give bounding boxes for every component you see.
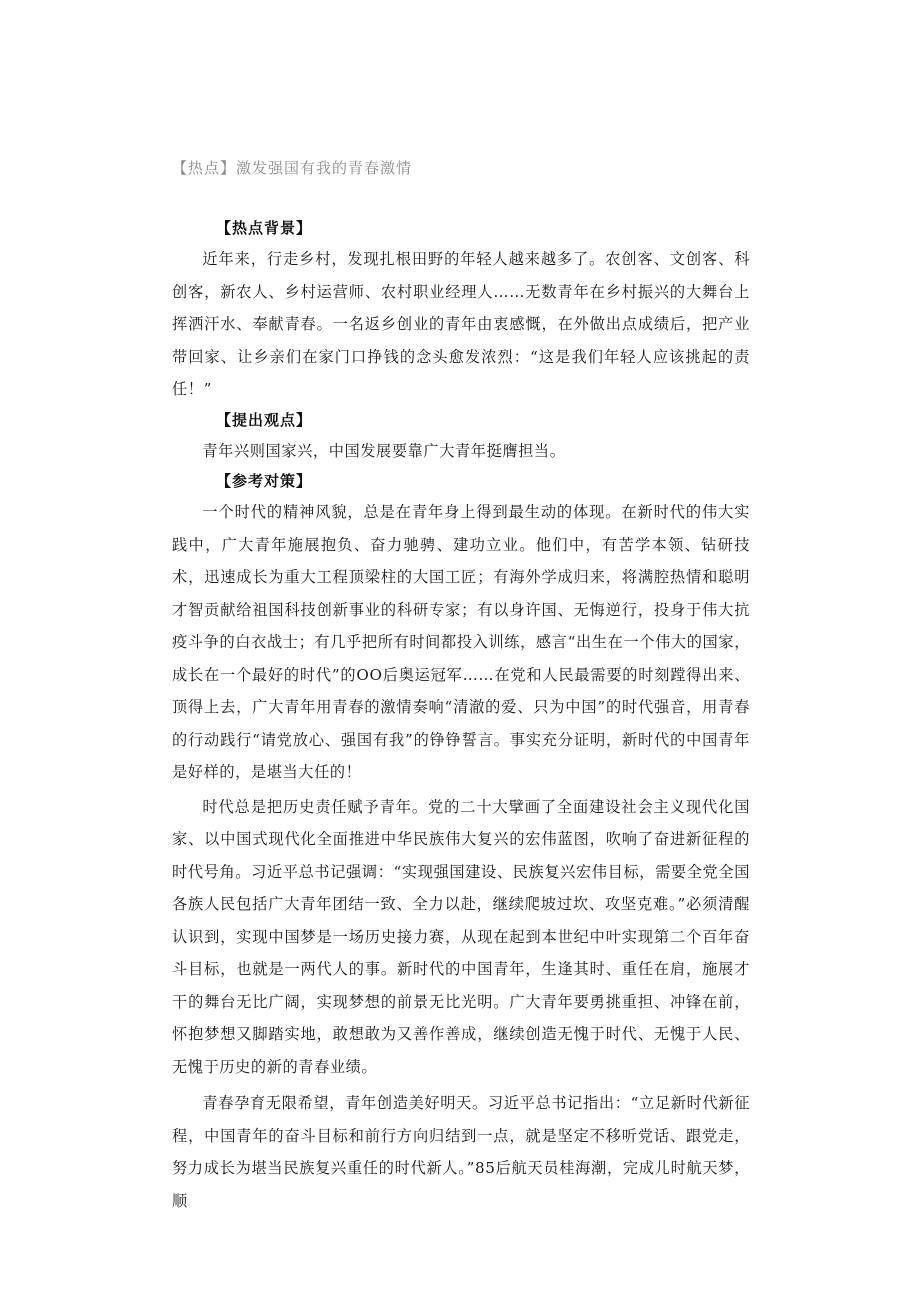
section-heading-background: 【热点背景】 — [216, 219, 313, 237]
paragraph-countermeasures-2: 时代总是把历史责任赋予青年。党的二十大擘画了全面建设社会主义现代化国家、以中国式现代化全面推进中华民族伟大复兴的宏伟蓝图，吹响了奋进新征程的时代号角。习近平总书记强调：“实现强国建设、民族复兴宏伟目标，需要全党全国各族人民包括广大青年团结一致、全力以赴，继续爬坡过坎、攻坚克难。”必须清醒认识到，实现中国梦是一场历史接力赛，从现在起到本世纪中叶实现第二个百年奋斗目标，也就是一两代人的事。新时代的中国青年，生逢其时、重任在肩，施展才干的舞台无比广阔，实现梦想的前景无比光明。广大青年要勇挑重担、冲锋在前，怀抱梦想又脚踏实地，敢想敢为又善作善成，继续创造无愧于时代、无愧于人民、无愧于历史的新的青春业绩。 — [172, 797, 750, 1076]
paragraph-countermeasures-1: 一个时代的精神风貌，总是在青年身上得到最生动的体现。在新时代的伟大实践中，广大青年施展抱负、奋力驰骋、建功立业。他们中，有苦学本领、钻研技术，迅速成长为重大工程顶梁柱的大国工匠；有海外学成归来，将满腔热情和聪明才智贡献给祖国科技创新事业的科研专家；有以身许国、无悔逆行，投身于伟大抗疫斗争的白衣战士；有几乎把所有时间都投入训练，感言“出生在一个伟大的国家，成长在一个最好的时代”的OO后奥运冠军……在党和人民最需要的时刻蹚得出来、顶得上去，广大青年用青春的激情奏响“清澈的爱、只为中国”的时代强音，用青春的行动践行“请党放心、强国有我”的铮铮誓言。事实充分证明，新时代的中国青年是好样的，是堪当大任的！ — [172, 503, 750, 781]
section-heading-countermeasures: 【参考对策】 — [216, 472, 313, 490]
paragraph-background: 近年来，行走乡村，发现扎根田野的年轻人越来越多了。农创客、文创客、科创客，新农人、乡村运营师、农村职业经理人……无数青年在乡村振兴的大舞台上挥洒汗水、奉献青春。一名返乡创业的青年由衷感慨，在外做出点成绩后，把产业带回家、让乡亲们在家门口挣钱的念头愈发浓烈：“这是我们年轻人应该挑起的责任！” — [172, 250, 750, 398]
paragraph-countermeasures-3: 青春孕育无限希望，青年创造美好明天。习近平总书记指出：“立足新时代新征程，中国青年的奋斗目标和前行方向归结到一点，就是坚定不移听党话、跟党走，努力成长为堪当民族复兴重任的时代新人。”85后航天员桂海潮，完成儿时航天梦，顺 — [172, 1094, 750, 1210]
document-body — [172, 212, 750, 1217]
document-title: 【热点】激发强国有我的青春激情 — [172, 159, 413, 177]
section-heading-viewpoint: 【提出观点】 — [216, 410, 313, 429]
paragraph-viewpoint: 青年兴则国家兴，中国发展要靠广大青年挺膺担当。 — [202, 441, 566, 460]
